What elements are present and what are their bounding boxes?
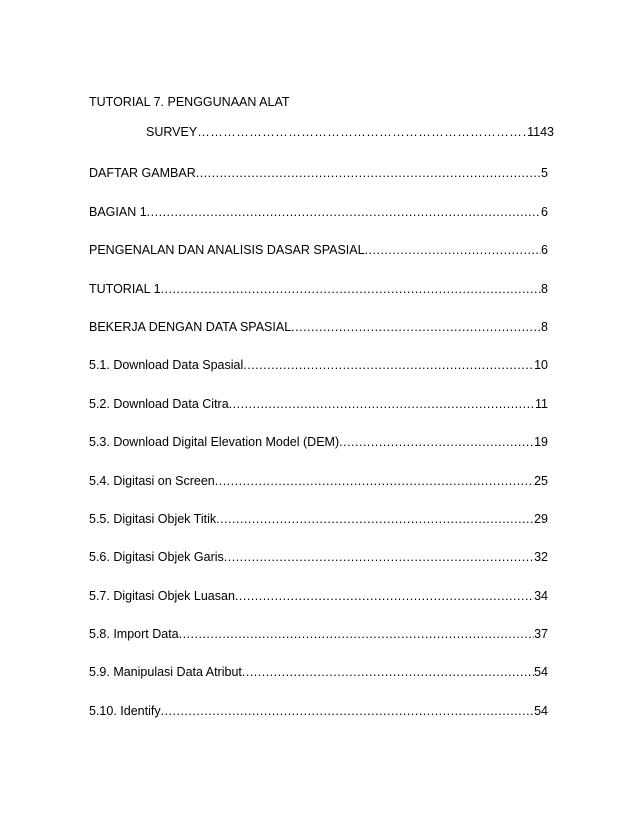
toc-entry xyxy=(89,627,548,642)
toc-entry-page: 34 xyxy=(534,589,548,603)
toc-dot-leader xyxy=(196,166,541,181)
toc-entry xyxy=(89,358,548,373)
toc-dot-leader xyxy=(291,320,541,335)
toc-entry-title: TUTORIAL 1 xyxy=(89,282,161,296)
toc-entry-page: 10 xyxy=(534,358,548,372)
toc-dot-leader xyxy=(229,397,535,412)
toc-entry-page: 8 xyxy=(541,282,548,296)
toc-entry-page: 37 xyxy=(534,627,548,641)
toc-entry xyxy=(89,512,548,527)
toc-entry-page: 32 xyxy=(534,550,548,564)
toc-dot-leader xyxy=(147,205,541,220)
toc-entry xyxy=(89,166,548,181)
toc-entry xyxy=(89,243,548,258)
toc-entry-title: 5.3. Download Digital Elevation Model (DEM) xyxy=(89,435,340,449)
toc-entry-title: 5.1. Download Data Spasial xyxy=(89,358,244,372)
toc-entry-title: 5.8. Import Data xyxy=(89,627,179,641)
toc-entry-page: 29 xyxy=(534,512,548,526)
toc-entry-page: 11 xyxy=(535,397,548,411)
toc-entry-page: 54 xyxy=(534,665,548,679)
toc-entry-page: 6 xyxy=(541,243,548,257)
toc-heading-line: TUTORIAL 7. PENGGUNAAN ALAT xyxy=(89,95,290,109)
toc-entry-title: 5.6. Digitasi Objek Garis xyxy=(89,550,224,564)
toc-entry-survey xyxy=(146,125,554,140)
toc-entry-title: 5.7. Digitasi Objek Luasan xyxy=(89,589,235,603)
toc-entry xyxy=(89,397,548,412)
toc-dot-leader xyxy=(197,125,527,140)
toc-entry xyxy=(89,205,548,220)
toc-dot-leader xyxy=(235,589,534,604)
toc-dot-leader xyxy=(161,704,535,719)
toc-entry-title: PENGENALAN DAN ANALISIS DASAR SPASIAL xyxy=(89,243,365,257)
toc-entry-title: BAGIAN 1 xyxy=(89,205,147,219)
toc-entry-title: 5.5. Digitasi Objek Titik xyxy=(89,512,217,526)
toc-entry xyxy=(89,474,548,489)
toc-entry-title: SURVEY xyxy=(146,125,198,139)
toc-dot-leader xyxy=(179,627,534,642)
toc-entry xyxy=(89,550,548,565)
toc-entry-title: 5.10. Identify xyxy=(89,704,161,718)
toc-dot-leader xyxy=(215,474,534,489)
toc-entry xyxy=(89,435,548,450)
toc-dot-leader xyxy=(339,435,534,450)
toc-entry-page: 54 xyxy=(534,704,548,718)
toc-entry xyxy=(89,704,548,719)
toc-dot-leader xyxy=(365,243,541,258)
toc-entry xyxy=(89,320,548,335)
toc-entry-page: 5 xyxy=(541,166,548,180)
toc-dot-leader xyxy=(243,358,534,373)
toc-entry-page: 19 xyxy=(534,435,548,449)
toc-entry-page: 6 xyxy=(541,205,548,219)
toc-dot-leader xyxy=(216,512,534,527)
toc-entry-title: 5.4. Digitasi on Screen xyxy=(89,474,215,488)
toc-dot-leader xyxy=(161,282,542,297)
toc-entry-title: BEKERJA DENGAN DATA SPASIAL xyxy=(89,320,292,334)
toc-entry-page: 25 xyxy=(534,474,548,488)
toc-entry-page: 8 xyxy=(541,320,548,334)
toc-entry xyxy=(89,665,548,680)
toc-entry xyxy=(89,282,548,297)
toc-entry-title: 5.2. Download Data Citra xyxy=(89,397,229,411)
toc-entry-title: 5.9. Manipulasi Data Atribut xyxy=(89,665,242,679)
toc-entry-page: 1143 xyxy=(527,125,554,139)
toc-dot-leader xyxy=(224,550,534,565)
toc-entry-title: DAFTAR GAMBAR xyxy=(89,166,196,180)
toc-dot-leader xyxy=(242,665,534,680)
toc-entry xyxy=(89,589,548,604)
